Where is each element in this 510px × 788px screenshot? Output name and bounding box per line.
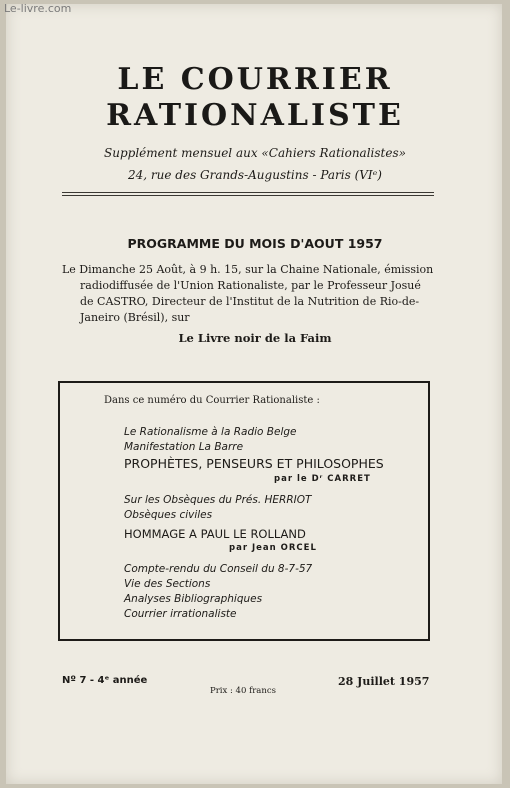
- divider-rule-bottom: [62, 195, 434, 196]
- watermark: Le-livre.com: [4, 2, 72, 15]
- contents-item: Courrier irrationaliste: [124, 608, 237, 620]
- contents-item-headline: HOMMAGE A PAUL LE ROLLAND: [124, 527, 306, 541]
- masthead-title-line1: LE COURRIER: [117, 62, 393, 97]
- programme-title: PROGRAMME DU MOIS D'AOUT 1957: [127, 236, 383, 251]
- programme-line: Janeiro (Brésil), sur: [80, 311, 190, 324]
- contents-intro: Dans ce numéro du Courrier Rationaliste :: [104, 395, 320, 406]
- masthead-address: 24, rue des Grands-Augustins - Paris (VIᵉ): [128, 168, 382, 182]
- contents-item-author: par le Dʳ CARRET: [274, 474, 371, 484]
- programme-book-title: Le Livre noir de la Faim: [178, 331, 332, 345]
- contents-item: Obsèques civiles: [124, 509, 213, 521]
- issue-number: Nº 7 - 4ᵉ année: [62, 675, 148, 686]
- programme-line: radiodiffusée de l'Union Rationaliste, par le Professeur Josué: [80, 279, 421, 292]
- contents-list: [124, 425, 424, 622]
- contents-item: Le Rationalisme à la Radio Belge: [124, 426, 297, 438]
- contents-item: Analyses Bibliographiques: [124, 593, 263, 605]
- programme-paragraph: [62, 262, 434, 326]
- issue-date: 28 Juillet 1957: [338, 675, 430, 688]
- programme-line: de CASTRO, Directeur de l'Institut de la Nutrition de Rio-de-: [80, 295, 420, 308]
- programme-line: Le Dimanche 25 Août, à 9 h. 15, sur la Chaine Nationale, émission: [62, 263, 434, 276]
- contents-item-author: par Jean ORCEL: [229, 543, 317, 553]
- divider-rule-top: [62, 192, 434, 193]
- contents-item: Compte-rendu du Conseil du 8-7-57: [124, 563, 313, 575]
- masthead-subtitle: Supplément mensuel aux «Cahiers Rationalistes»: [104, 146, 406, 160]
- contents-item: Manifestation La Barre: [124, 441, 244, 453]
- issue-price: Prix : 40 francs: [210, 686, 276, 696]
- contents-item: Sur les Obsèques du Prés. HERRIOT: [124, 494, 312, 506]
- contents-item: Vie des Sections: [124, 578, 211, 590]
- contents-item-headline: PROPHÈTES, PENSEURS ET PHILOSOPHES: [124, 456, 384, 471]
- contents-box: [58, 381, 430, 641]
- masthead-title-line2: RATIONALISTE: [106, 98, 404, 133]
